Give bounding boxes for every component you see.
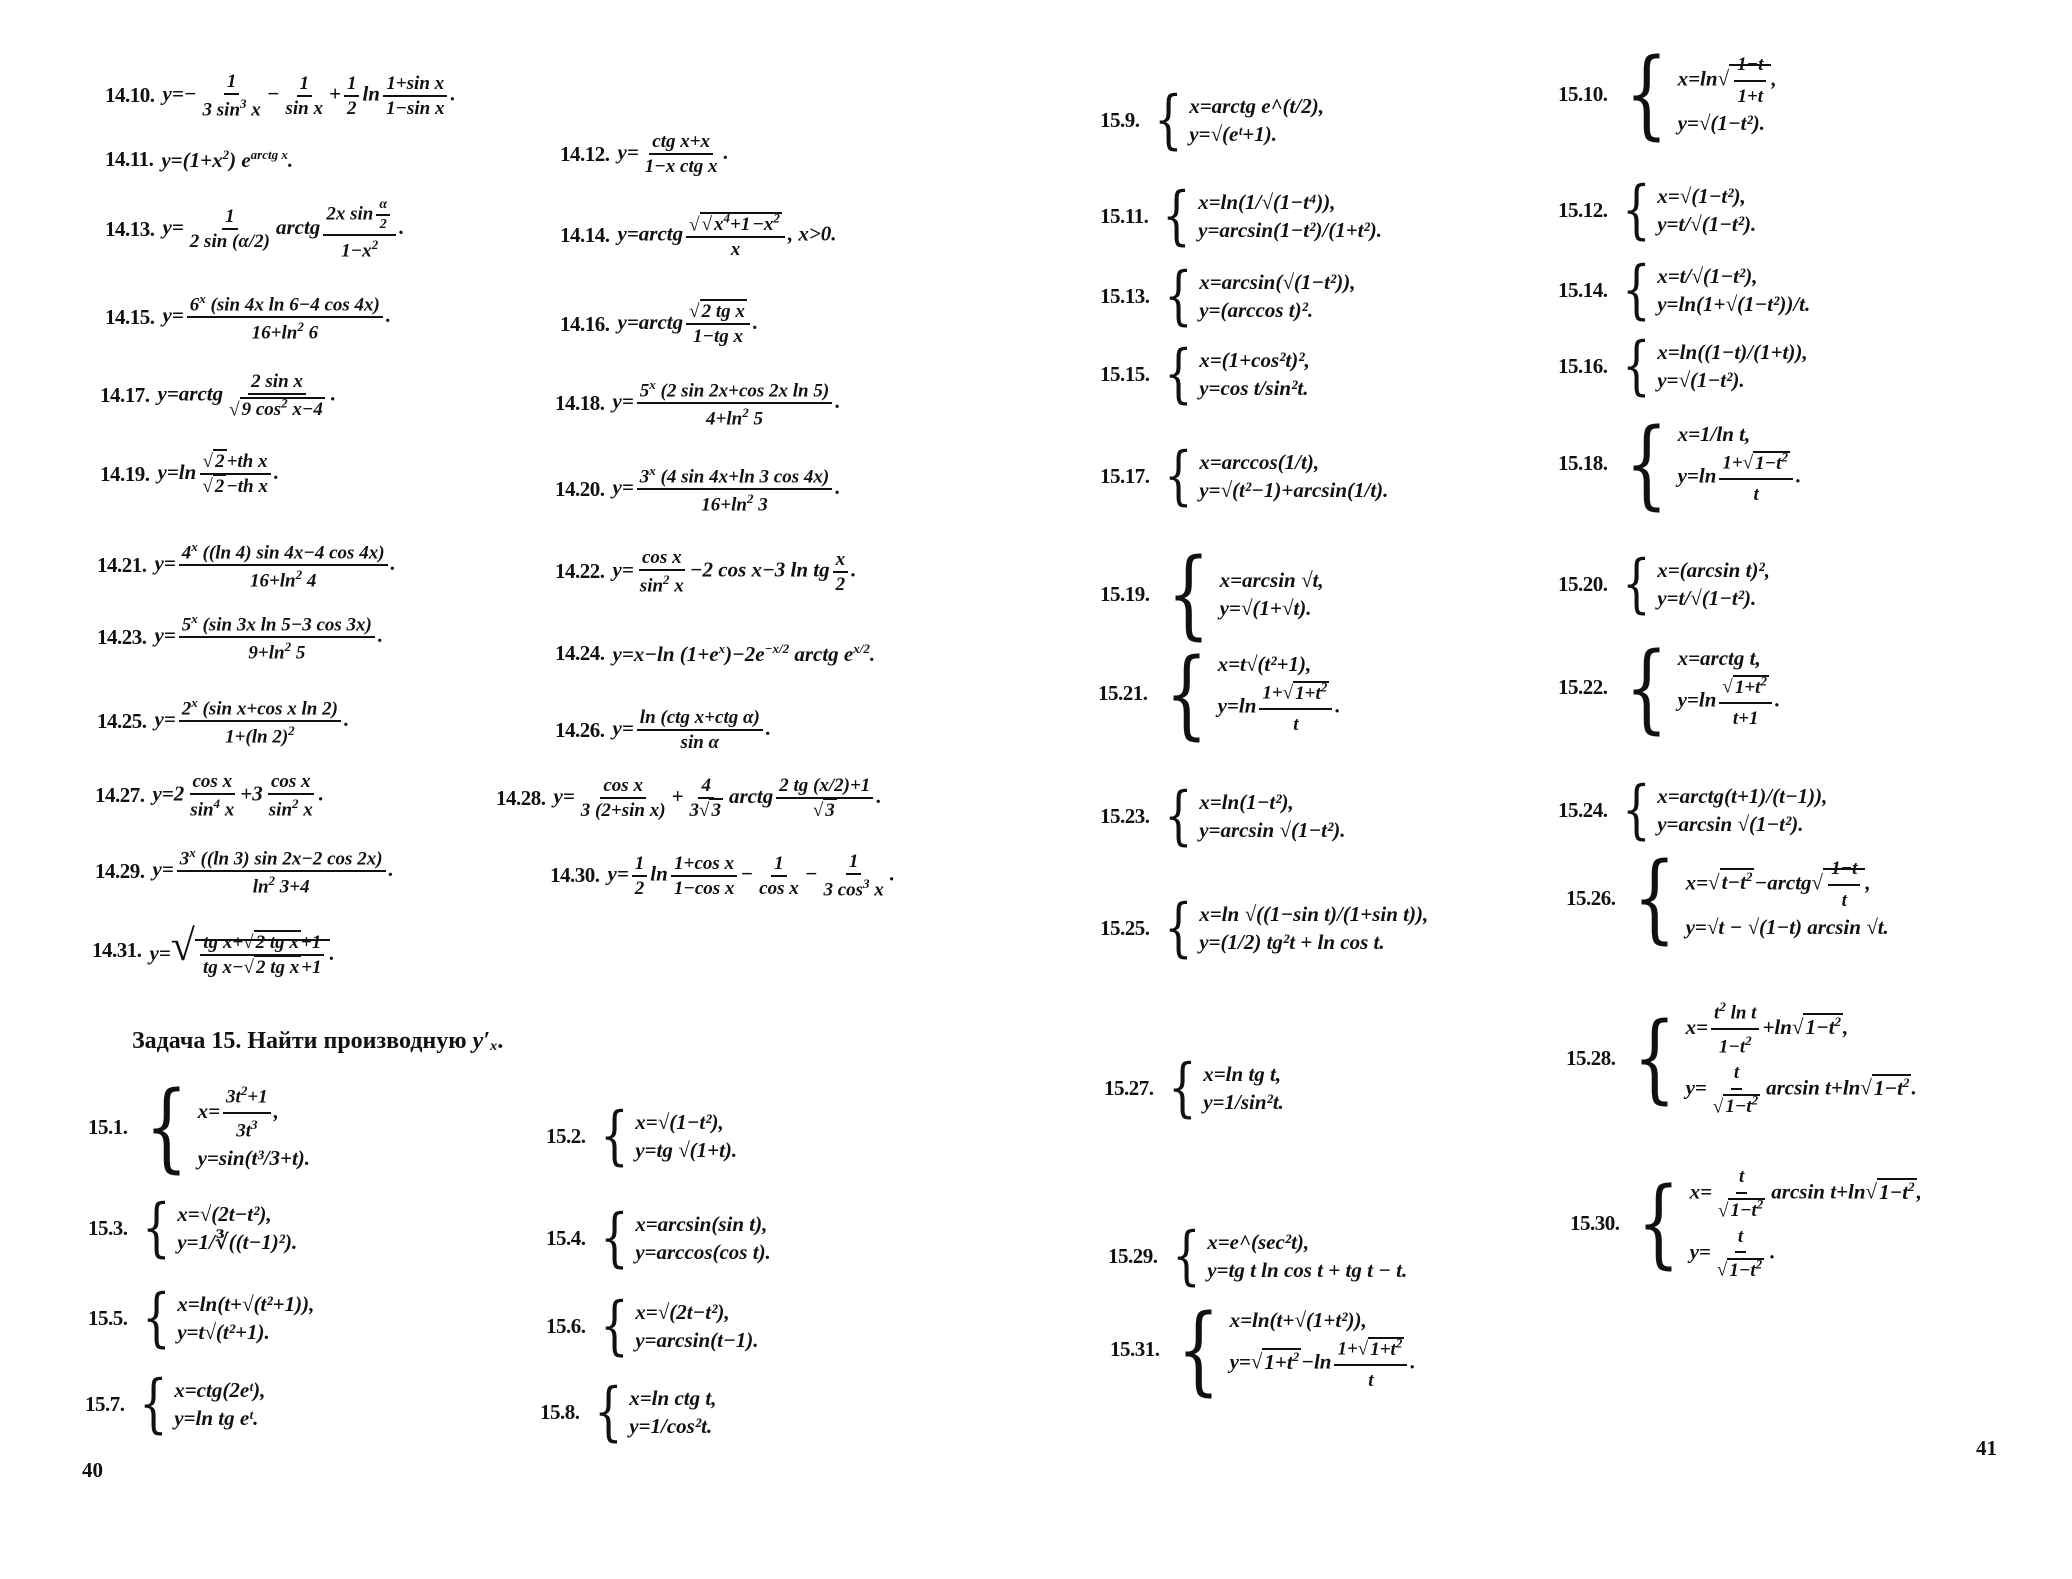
brace: { (1166, 538, 1210, 650)
brace: { (141, 1280, 171, 1355)
problem-14-29 (95, 846, 394, 897)
problem-14-25 (97, 696, 349, 747)
problem-number: 14.31. (92, 938, 142, 963)
y-equation: y=tg √(1+t). (635, 1138, 738, 1163)
formula: y=ln $\frac{\text{√ 2 +th x}}{\text{√ 2 −th x}}$ . (157, 451, 280, 497)
problem-number: 14.26. (555, 717, 605, 742)
brace: { (1176, 1293, 1220, 1406)
problem-15-28 (1566, 998, 1917, 1120)
problem-number: 15.9. (1100, 107, 1140, 132)
x-equation: x=ln √((1−sin t)/(1+sin t)), (1199, 902, 1429, 926)
system (136, 1070, 311, 1183)
y-equation: y=(arccos t)². (1199, 298, 1314, 323)
problem-number: 15.10. (1558, 82, 1608, 107)
y-equation: y=√(t²−1)+arcsin(1/t). (1199, 478, 1389, 503)
brace: { (1163, 258, 1193, 333)
problem-15-5 (88, 1280, 315, 1355)
problem-number: 15.23. (1100, 803, 1150, 828)
y-equation: y=√(1−t²). (1677, 111, 1765, 136)
x-equation: x=arcsin(√(1−t²)), (1199, 270, 1356, 294)
problem-14-28 (496, 776, 882, 820)
problem-number: 15.14. (1558, 277, 1608, 302)
problem-number: 15.25. (1100, 915, 1150, 940)
problem-number: 14.18. (555, 390, 605, 415)
problem-number: 15.26. (1566, 886, 1616, 911)
brace: { (1163, 438, 1193, 513)
brace: { (599, 1200, 629, 1275)
brace: { (1162, 178, 1191, 253)
y-equation: y=√(eᵗ+1). (1189, 122, 1278, 147)
brace: { (1621, 252, 1651, 327)
y-equation: y=arcsin(1−t²)/(1+t²). (1198, 218, 1383, 243)
system (594, 1200, 771, 1275)
brace: { (1621, 772, 1651, 847)
problem-number: 14.27. (95, 783, 145, 808)
formula: y=x−ln $(1+e^x)-2e^{-x/2}$ arctg $e^{x/2}$. (612, 641, 876, 666)
problem-15-14 (1558, 252, 1811, 327)
y-equation: y=1/cos²t. (629, 1414, 713, 1439)
brace: { (599, 1098, 629, 1173)
problem-15-18 (1558, 407, 1802, 520)
x-equation: x=√(2t−t²), (177, 1202, 272, 1226)
problem-number: 15.31. (1110, 1337, 1160, 1362)
formula: y=√ $\frac{\text{tg x+√ 2 tg x +1}}{\text{tg x−√ 2 tg x +1}}$ . (149, 921, 335, 979)
brace: { (1167, 1050, 1197, 1125)
problem-number: 15.3. (88, 1215, 128, 1240)
problem-number: 15.18. (1558, 451, 1608, 476)
problem-15-19 (1100, 538, 1324, 650)
problem-14-24 (555, 642, 875, 665)
problem-number: 15.28. (1566, 1046, 1616, 1071)
brace: { (1632, 842, 1676, 955)
problem-14-23 (97, 612, 383, 663)
problem-number: 15.7. (85, 1391, 125, 1416)
problem-number: 14.25. (97, 708, 147, 733)
y-equation: y=arccos(cos t). (635, 1240, 771, 1265)
y-equation: y=sin(t³/3+t). (197, 1145, 311, 1170)
y-equation: y=ln(1+√(1−t²))/t. (1657, 292, 1811, 317)
problem-number: 15.13. (1100, 283, 1150, 308)
problem-14-11 (105, 148, 293, 171)
formula: y= $\frac{3^x ((\ln 3) \sin 2x-2 \cos 2x)}{\ln^2 3+4}$ . (152, 845, 394, 898)
problem-number: 14.11. (105, 147, 154, 171)
x-equation: x=arctg t, (1677, 646, 1761, 670)
brace: { (1164, 637, 1208, 750)
problem-number: 14.16. (560, 311, 610, 336)
problem-14-17 (100, 372, 336, 419)
brace: { (1163, 778, 1193, 853)
problem-number: 14.20. (555, 476, 605, 501)
x-equation: x=ln ctg t, (629, 1386, 717, 1410)
y-equation: y=ln tg eᵗ. (174, 1406, 259, 1431)
x-equation: x=ln(1/√(1−t⁴)), (1198, 190, 1336, 214)
formula: y= $\frac{\text{cos x}}{\text{3 (2+sin x)}}$ + $\frac{4}{3√ 3}$ arctg $\frac{2 tg (x/2)+1}{√ 3}$ . (553, 775, 882, 821)
brace: { (1621, 546, 1651, 621)
system (594, 1098, 738, 1173)
formula: y= $\frac{5^x (2 \sin 2x+\cos 2x \ln 5)}{4+\ln^2 5}$ . (612, 377, 841, 430)
problem-15-6 (546, 1288, 759, 1363)
brace: { (1163, 336, 1193, 411)
x-equation: x=√(2t−t²), (635, 1300, 730, 1324)
problem-number: 14.15. (105, 304, 155, 329)
x-equation: x= $\frac{t^2 \ln t}{1-t^2}$ $+\ln√1-t^2$, (1685, 999, 1849, 1058)
x-equation: x=ln((1−t)/(1+t)), (1657, 340, 1808, 364)
x-equation: x=arcsin(sin t), (635, 1212, 768, 1236)
problem-number: 15.2. (546, 1123, 586, 1148)
problem-number: 14.30. (550, 863, 600, 888)
problem-number: 15.8. (540, 1399, 580, 1424)
x-equation: $x=√t-t^2-arctg√$ $\frac{1-t}{t}$ , (1685, 858, 1871, 911)
problem-15-17 (1100, 438, 1389, 513)
problem-number: 15.12. (1558, 197, 1608, 222)
problem-14-15 (105, 292, 391, 343)
problem-15-11 (1100, 178, 1383, 253)
problem-15-12 (1558, 172, 1757, 247)
brace: { (1621, 172, 1651, 247)
brace: { (1624, 38, 1668, 151)
problem-15-22 (1558, 631, 1781, 744)
problem-15-29 (1108, 1218, 1408, 1293)
formula: $y=(1+x^2)$ $e^{arctg x}$. (161, 147, 294, 172)
x-equation: x= $\frac{3t^2+1}{3t^3}$ , (197, 1083, 279, 1142)
problem-number: 14.21. (97, 552, 147, 577)
problem-number: 15.15. (1100, 361, 1150, 386)
problem-15-9 (1100, 82, 1324, 157)
problem-14-12 (560, 132, 729, 176)
y-equation: y=tg t ln cos t + tg t − t. (1207, 1258, 1408, 1283)
x-equation: x=t/√(1−t²), (1657, 264, 1758, 288)
problem-number: 15.19. (1100, 581, 1150, 606)
x-equation: x=1/ln t, (1677, 422, 1751, 446)
system (136, 1190, 298, 1265)
page-number-left: 40 (82, 1458, 103, 1482)
task-label: Задача 15. (132, 1028, 242, 1054)
problem-14-20 (555, 464, 840, 515)
x-equation: x=√(1−t²), (1657, 184, 1746, 208)
problem-number: 14.28. (496, 785, 546, 810)
problem-14-13 (105, 198, 404, 260)
problem-14-19 (100, 452, 279, 496)
y-equation: y=√(1−t²). (1657, 368, 1745, 393)
problem-14-21 (97, 540, 396, 591)
problem-14-27 (95, 772, 324, 819)
problem-15-20 (1558, 546, 1770, 621)
problem-number: 15.4. (546, 1225, 586, 1250)
formula: y= $\frac{\text{cos x}}{\sin^2 x}$ −2 cos x−3 ln tg $\frac{x}{2}$ . (612, 547, 857, 597)
system (594, 1288, 759, 1363)
x-equation: x=ctg(2eᵗ), (174, 1378, 266, 1402)
problem-14-14 (560, 212, 837, 259)
problem-number: 14.14. (560, 223, 610, 248)
problem-15-21 (1098, 637, 1341, 750)
x-equation: x=arctg e^(t/2), (1189, 94, 1324, 118)
y-equation: y=t/√(1−t²). (1657, 586, 1757, 611)
problem-15-7 (85, 1366, 266, 1441)
problem-14-30 (550, 852, 895, 899)
problem-15-4 (546, 1200, 771, 1275)
y-equation: y=arcsin(t−1). (635, 1328, 759, 1353)
problem-15-23 (1100, 778, 1346, 853)
problem-number: 15.24. (1558, 797, 1608, 822)
y-equation: y=ln $\frac{√ 1+t^2}{t+1}$ . (1677, 673, 1781, 730)
y-equation: y=ln $\frac{1+√ 1+t^2}{t}$ . (1217, 679, 1341, 736)
x-equation: x=ln√ $\frac{1-t}{1+t}$ , (1677, 54, 1777, 107)
brace: { (1624, 631, 1668, 744)
x-equation: x=ln(1−t²), (1199, 790, 1294, 814)
problem-number: 15.30. (1570, 1211, 1620, 1236)
problem-15-24 (1558, 772, 1828, 847)
problem-number: 15.17. (1100, 463, 1150, 488)
x-equation: x=ln tg t, (1203, 1062, 1282, 1086)
problem-15-15 (1100, 336, 1310, 411)
x-equation: x=(arcsin t)², (1657, 558, 1770, 582)
problem-number: 15.22. (1558, 675, 1608, 700)
brace: { (593, 1374, 623, 1449)
y-equation: y= $\frac{t}{√ 1-t^2}$ . (1689, 1225, 1776, 1281)
formula: y= $\frac{3^x (4 \sin 4x+\ln 3 \cos 4x)}{16+\ln^2 3}$ . (612, 463, 841, 516)
problem-15-10 (1558, 38, 1777, 151)
problem-15-13 (1100, 258, 1356, 333)
brace: { (1163, 890, 1193, 965)
x-equation: x=arccos(1/t), (1199, 450, 1320, 474)
brace: { (1624, 407, 1668, 520)
x-equation: x=t√(t²+1), (1217, 652, 1312, 676)
problem-15-31 (1110, 1293, 1416, 1406)
problem-15-25 (1100, 890, 1429, 965)
problem-14-31 (92, 921, 335, 979)
formula: y= $\frac{\text{ln (ctg x+ctg α)}}{\text{sin α}}$ . (612, 707, 772, 753)
problem-number: 15.16. (1558, 353, 1608, 378)
problem-15-16 (1558, 328, 1808, 403)
problem-number: 14.17. (100, 383, 150, 408)
brace: { (1636, 1167, 1680, 1280)
problem-number: 14.10. (105, 83, 155, 108)
problem-14-22 (555, 548, 856, 595)
brace: { (599, 1288, 629, 1363)
problem-number: 14.23. (97, 624, 147, 649)
problem-14-18 (555, 378, 840, 429)
page-number-right: 41 (1976, 1436, 1997, 1460)
brace: { (1171, 1218, 1201, 1293)
formula: y= $\frac{6^x (\sin 4x \ln 6-4 \cos 4x)}{16+\ln^2 6}$ . (162, 291, 392, 344)
right-page (1036, 0, 2072, 1579)
brace: { (1621, 328, 1651, 403)
y-equation: y=arcsin √(1−t²). (1657, 812, 1804, 837)
task-symbol: y′ₓ. (472, 1028, 505, 1054)
problem-15-26 (1566, 842, 1889, 955)
problem-15-30 (1570, 1164, 1922, 1283)
system (133, 1366, 266, 1441)
y-equation: $y=√1+t^2-\ln$ $\frac{1+√ 1+t^2}{t}$ . (1229, 1335, 1416, 1392)
x-equation: x=arctg(t+1)/(t−1)), (1657, 784, 1828, 808)
problem-number: 15.20. (1558, 571, 1608, 596)
task-heading (132, 1028, 504, 1055)
problem-number: 15.6. (546, 1313, 586, 1338)
problem-number: 14.13. (105, 216, 155, 241)
problem-15-2 (546, 1098, 738, 1173)
x-equation: x=(1+cos²t)², (1199, 348, 1310, 372)
y-equation: y=t√(t²+1). (177, 1320, 270, 1345)
formula: y=arctg $\frac{√ √ x^4+1 -x^2}{x}$ , x>0. (617, 211, 837, 261)
y-equation: y=cos t/sin²t. (1199, 376, 1309, 401)
problem-15-8 (540, 1374, 717, 1449)
problem-number: 14.24. (555, 641, 605, 665)
x-equation: x= $\frac{t}{√ 1-t^2}$ $\arcsin t+\ln√1-t^2$, (1689, 1166, 1922, 1221)
problem-number: 15.1. (88, 1114, 128, 1139)
brace: { (141, 1190, 171, 1265)
problem-number: 14.22. (555, 559, 605, 584)
y-equation: y=1/∛((t−1)²). (177, 1230, 298, 1255)
formula: y=arctg $\frac{\text{√ 2 tg x}}{\text{1−tg x}}$ . (617, 301, 759, 347)
brace: { (144, 1070, 188, 1183)
problem-14-16 (560, 302, 758, 346)
brace: { (1632, 1002, 1676, 1115)
problem-15-1 (88, 1070, 311, 1183)
y-equation: y=1/sin²t. (1203, 1090, 1284, 1115)
y-equation: y=√t − √(1−t) arcsin √t. (1685, 915, 1889, 940)
formula: y= $\frac{2^x (\sin x+\cos x \ln 2)}{1+(\ln 2)^2}$ . (154, 695, 350, 748)
formula: y= $\frac{4^x ((\ln 4) \sin 4x-4 \cos 4x)}{16+\ln^2 4}$ . (154, 539, 396, 592)
y-equation: y=t/√(1−t²). (1657, 212, 1757, 237)
problem-number: 14.29. (95, 858, 145, 883)
brace: { (1153, 82, 1183, 157)
x-equation: x=ln(t+√(1+t²)), (1229, 1308, 1367, 1332)
brace: { (138, 1366, 168, 1441)
y-equation: y= $\frac{t}{√ 1-t^2}$ $\arcsin t+\ln√1-t^2$. (1685, 1061, 1917, 1117)
problem-number: 14.19. (100, 461, 150, 486)
problem-14-10 (105, 72, 456, 119)
task-text: Найти производную (247, 1028, 467, 1054)
y-equation: y=arcsin √(1−t²). (1199, 818, 1346, 843)
x-equation: x=e^(sec²t), (1207, 1230, 1310, 1254)
problem-number: 14.12. (560, 141, 610, 166)
formula: y= $\frac{1}{2 \sin (\alpha/2)}$ arctg 2x sin $\frac{\alpha}{2}$ $1-x^2$ . (162, 197, 405, 262)
problem-number: 15.29. (1108, 1243, 1158, 1268)
problem-number: 15.21. (1098, 681, 1148, 706)
problem-number: 15.5. (88, 1305, 128, 1330)
problem-15-3 (88, 1190, 298, 1265)
problem-15-27 (1104, 1050, 1284, 1125)
x-equation: x=arcsin √t, (1219, 568, 1324, 593)
formula: y= $\frac{5^x (\sin 3x \ln 5-3 \cos 3x)}{9+\ln^2 5}$ . (154, 611, 384, 664)
y-equation: y=ln $\frac{1+√ 1-t^2}{t}$ . (1677, 449, 1802, 506)
problem-number: 15.11. (1100, 203, 1149, 228)
formula: y= $\frac{\text{ctg x+x}}{\text{1−x ctg x}}$ . (617, 131, 729, 177)
problem-number: 15.27. (1104, 1075, 1154, 1100)
system (136, 1280, 315, 1355)
y-equation: y=(1/2) tg²t + ln cos t. (1199, 930, 1385, 955)
problem-14-26 (555, 708, 771, 752)
formula: y= $\frac{1}{2}$ ln $\frac{\text{1+cos x}}{\text{1−cos x}}$ − $\frac{1}{\text{cos x}}$ − $\frac{1}{3 \cos^3 x}$ . (607, 851, 896, 901)
system (588, 1374, 717, 1449)
x-equation: x=ln(t+√(t²+1)), (177, 1292, 315, 1316)
formula: y=2 $\frac{\text{cos x}}{\sin^4 x}$ +3 $\frac{\text{cos x}}{\sin^2 x}$ . (152, 771, 325, 821)
formula: y=arctg $\frac{\text{2 sin x}}{√ 9 \cos^2 x-4}$ . (157, 371, 337, 421)
formula: y=− $\frac{1}{3 \sin^3 x}$ − $\frac{1}{\text{sin x}}$ + $\frac{1}{2}$ ln $\frac{\text{1+sin x}}{\text{1−sin x}}$ . (162, 71, 456, 121)
x-equation: x=√(1−t²), (635, 1110, 724, 1134)
y-equation: y=√(1+√t). (1219, 596, 1312, 621)
